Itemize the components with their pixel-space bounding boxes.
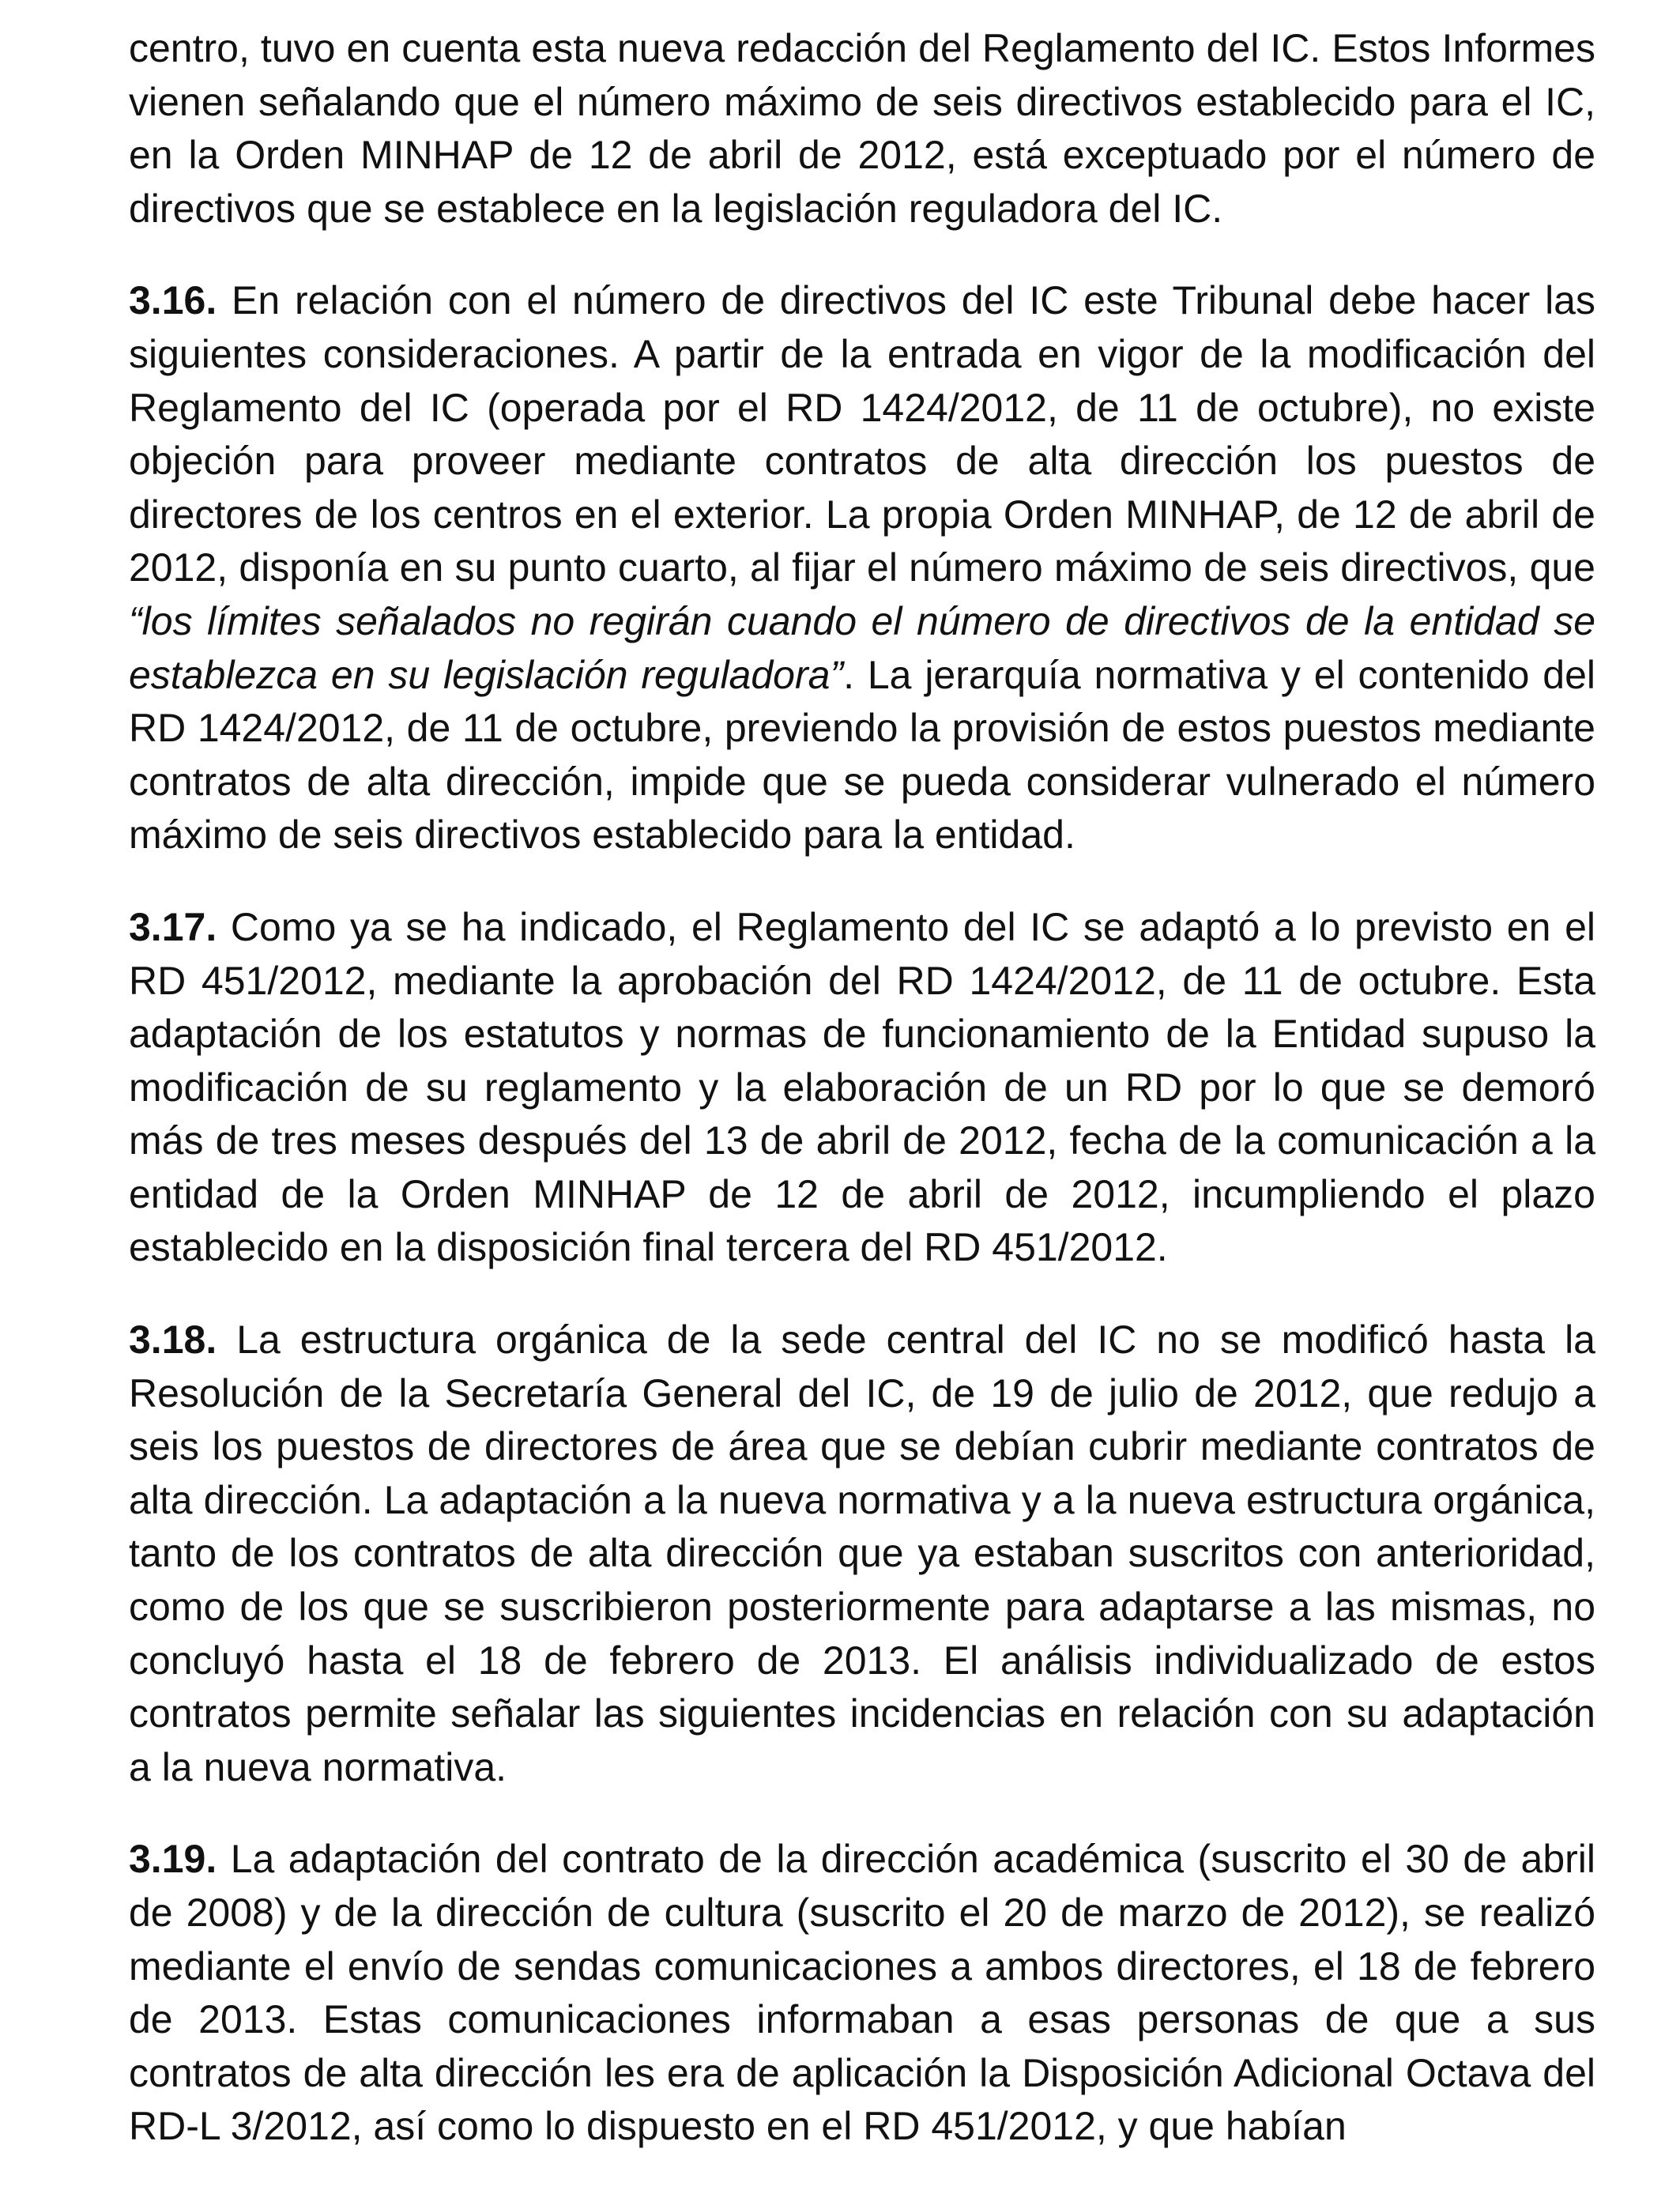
document-page [129, 22, 1595, 2154]
paragraph-3-19 [129, 1833, 1595, 2154]
paragraph-text: La adaptación del contrato de la dirección académica (suscrito el 30 de abril de 2008) y de la dirección de cultura (suscrito el 20 de marzo de 2012), se realizó mediante el envío de sendas comunicaciones a ambos directores, el 18 de febrero de 2013. Estas comunicaciones informaban a esas personas de que a sus contratos de alta dirección les era de aplicación la Disposición Adicional Octava del RD-L 3/2012, así como lo dispuesto en el RD 451/2012, y que habían [129, 1837, 1595, 2149]
paragraph-number: 3.19. [129, 1837, 217, 1882]
paragraph-text-continued: . La jerarquía normativa y el contenido del RD 1424/2012, de 11 de octubre, previendo la provisión de estos puestos mediante contratos de alta dirección, impide que se pueda considerar vulnerado el número máximo de seis directivos establecido para la entidad. [129, 652, 1595, 858]
paragraph-number: 3.17. [129, 904, 217, 949]
paragraph-number: 3.16. [129, 278, 217, 323]
paragraph-number: 3.18. [129, 1318, 217, 1363]
paragraph-continuation [129, 22, 1595, 236]
paragraph-3-18 [129, 1314, 1595, 1794]
paragraph-text: La estructura orgánica de la sede central del IC no se modificó hasta la Resolución de la Secretaría General del IC, de 19 de julio de 2012, que redujo a seis los puestos de directores de área que se debían cubrir mediante contratos de alta dirección. La adaptación a la nueva normativa y a la nueva estructura orgánica, tanto de los contratos de alta dirección que ya estaban suscritos con anterioridad, como de los que se suscribieron posteriormente para adaptarse a las mismas, no concluyó hasta el 18 de febrero de 2013. El análisis individualizado de estos contratos permite señalar las siguientes incidencias en relación con su adaptación a la nueva normativa. [129, 1318, 1595, 1789]
paragraph-3-17 [129, 901, 1595, 1275]
paragraph-text: centro, tuvo en cuenta esta nueva redacción del Reglamento del IC. Estos Informes vienen señalando que el número máximo de seis directivos establecido para el IC, en la Orden MINHAP de 12 de abril de 2012, está exceptuado por el número de directivos que se establece en la legislación reguladora del IC. [129, 26, 1595, 231]
quoted-text: “los límites señalados no regirán cuando el número de directivos de la entidad se establezca en su legislación reguladora” [129, 598, 1595, 697]
paragraph-text: En relación con el número de directivos del IC este Tribunal debe hacer las siguientes consideraciones. A partir de la entrada en vigor de la modificación del Reglamento del IC (operada por el RD 1424/2012, de 11 de octubre), no existe objeción para proveer mediante contratos de alta dirección los puestos de directores de los centros en el exterior. La propia Orden MINHAP, de 12 de abril de 2012, disponía en su punto cuarto, al fijar el número máximo de seis directivos, que [129, 278, 1595, 590]
paragraph-text: Como ya se ha indicado, el Reglamento del IC se adaptó a lo previsto en el RD 451/2012, mediante la aprobación del RD 1424/2012, de 11 de octubre. Esta adaptación de los estatutos y normas de funcionamiento de la Entidad supuso la modificación de su reglamento y la elaboración de un RD por lo que se demoró más de tres meses después del 13 de abril de 2012, fecha de la comunicación a la entidad de la Orden MINHAP de 12 de abril de 2012, incumpliendo el plazo establecido en la disposición final tercera del RD 451/2012. [129, 904, 1595, 1270]
paragraph-3-16 [129, 274, 1595, 862]
